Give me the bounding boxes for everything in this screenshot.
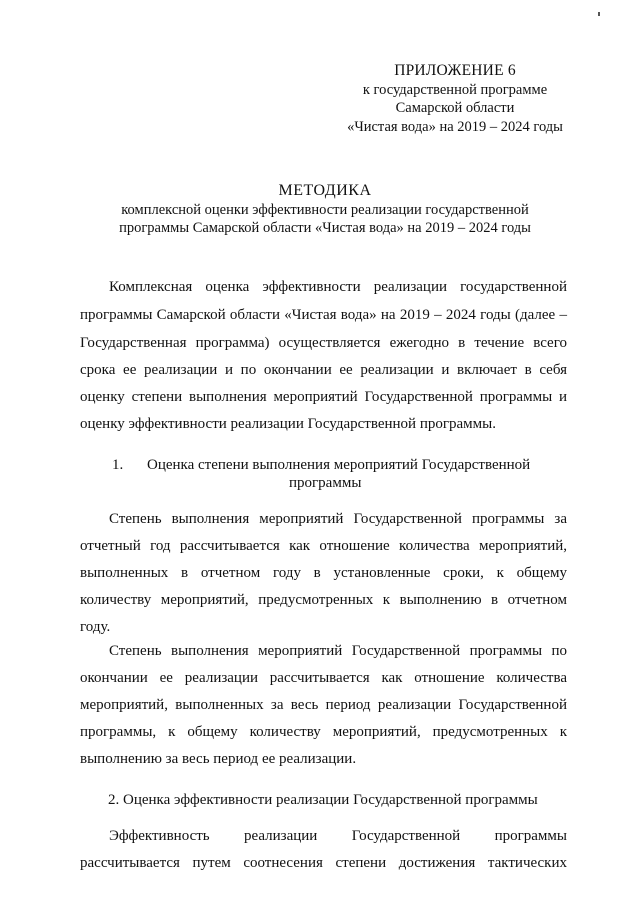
intro-line-6: оценку эффективности реализации Государственной программы. bbox=[80, 416, 496, 432]
section-1-number: 1. bbox=[112, 457, 124, 473]
method-subtitle-line-1: комплексной оценки эффективности реализации государственной bbox=[121, 202, 529, 218]
appendix-line-3: Самарской области bbox=[395, 100, 515, 116]
appendix-header bbox=[330, 62, 580, 136]
s1p2-line-3: мероприятий, выполненных за весь период реализации Государственной bbox=[80, 697, 567, 713]
s2p1-line-1: Эффективность реализации Государственной программы bbox=[109, 828, 567, 844]
method-subtitle-line-2: программы Самарской области «Чистая вода» на 2019 – 2024 годы bbox=[119, 220, 531, 236]
section-1-title-line-1: Оценка степени выполнения мероприятий Государственной bbox=[147, 457, 531, 473]
s1p1-line-1: Степень выполнения мероприятий Государственной программы за bbox=[109, 511, 567, 527]
s1p1-line-3: выполненных в отчетном году в установленные сроки, к общему bbox=[80, 565, 567, 581]
s2p1-line-2: рассчитывается путем соотнесения степени достижения тактических bbox=[80, 855, 567, 871]
s1p2-line-2: окончании ее реализации рассчитывается как отношение количества bbox=[80, 670, 567, 686]
appendix-line-4: «Чистая вода» на 2019 – 2024 годы bbox=[347, 118, 563, 135]
method-title-block bbox=[60, 182, 590, 237]
section-2-title: 2. Оценка эффективности реализации Государственной программы bbox=[108, 792, 538, 808]
method-title: МЕТОДИКА bbox=[278, 182, 372, 199]
s1p2-line-5: выполнению за весь период ее реализации. bbox=[80, 751, 357, 767]
s1p1-line-4: количеству мероприятий, предусмотренных к выполнению в отчетном bbox=[80, 592, 567, 608]
intro-line-2: программы Самарской области «Чистая вода» на 2019 – 2024 годы (далее – bbox=[80, 307, 567, 323]
s1p1-line-2: отчетный год рассчитывается как отношение количества мероприятий, bbox=[80, 538, 567, 554]
intro-line-4: срока ее реализации и по окончании ее реализации и включает в себя bbox=[80, 362, 567, 378]
s1p1-line-5: году. bbox=[80, 619, 111, 635]
scan-mark bbox=[598, 12, 600, 16]
section-1-title-line-2: программы bbox=[289, 475, 362, 491]
appendix-line-2: к государственной программе bbox=[362, 81, 548, 98]
intro-line-3: Государственная программа) осуществляется ежегодно в течение всего bbox=[80, 335, 567, 351]
s1p2-line-1: Степень выполнения мероприятий Государственной программы по bbox=[109, 643, 567, 659]
intro-line-5: оценку степени выполнения мероприятий Государственной программы и bbox=[80, 389, 567, 405]
s1p2-line-4: программы, к общему количеству мероприятий, предусмотренных к bbox=[80, 724, 567, 740]
intro-line-1: Комплексная оценка эффективности реализации государственной bbox=[109, 279, 567, 295]
appendix-title: ПРИЛОЖЕНИЕ 6 bbox=[394, 62, 516, 79]
